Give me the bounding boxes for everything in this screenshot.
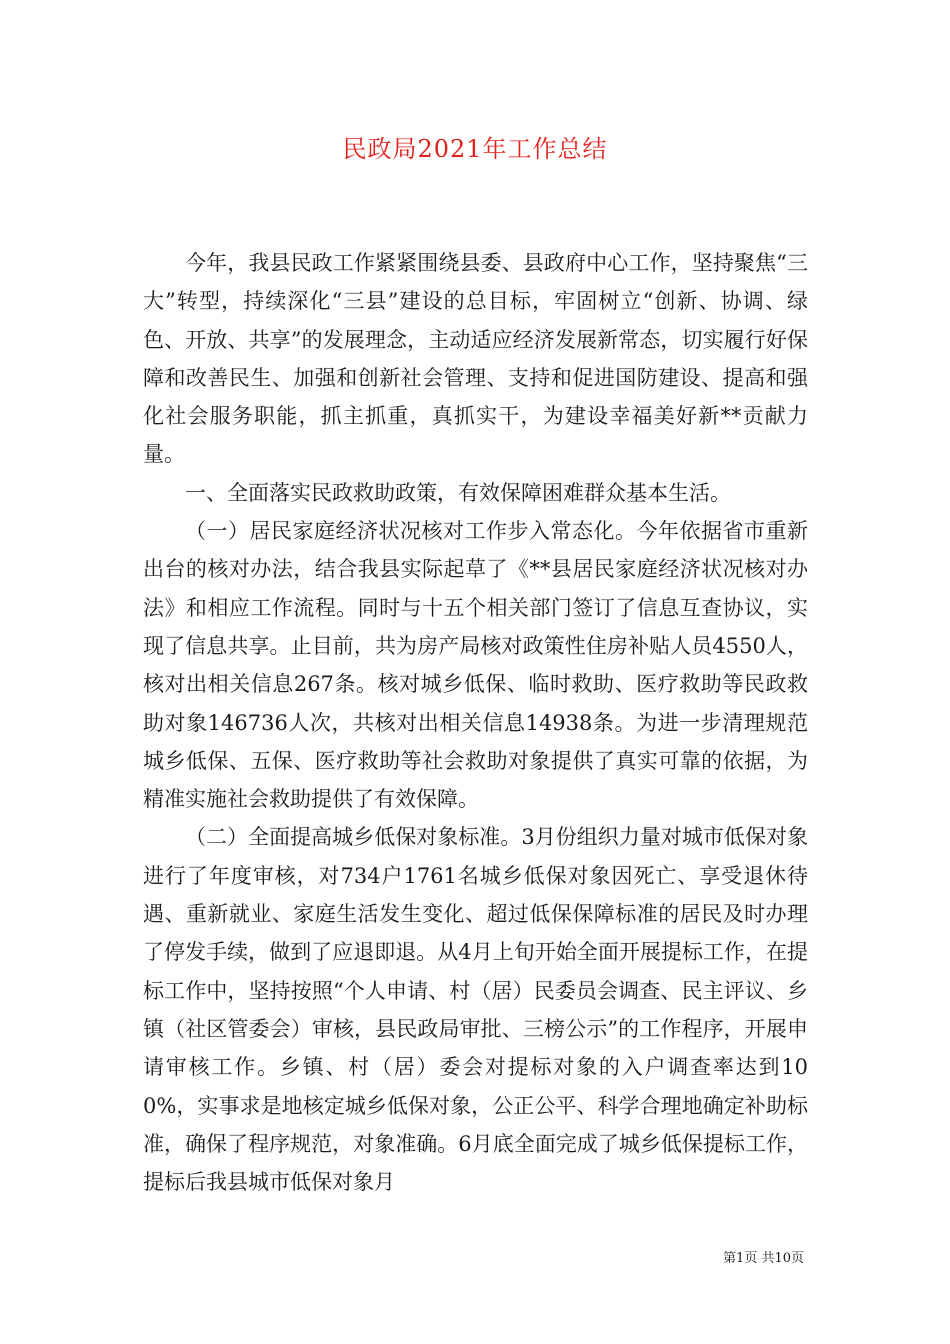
paragraph-item-1: （一）居民家庭经济状况核对工作步入常态化。今年依据省市重新出台的核对办法，结合我县实际起草了《**县居民家庭经济状况核对办法》和相应工作流程。同时与十五个相关部门签订了信息互查协议，实现了信息共享。止目前，共为房产局核对政策性住房补贴人员4550人，核对出相关信息267条。核对城乡低保、临时救助、医疗救助等民政救助对象146736人次，共核对出相关信息14938条。为进一步清理规范城乡低保、五保、医疗救助等社会救助对象提供了真实可靠的依据，为精准实施社会救助提供了有效保障。: [143, 519, 808, 812]
document-body: [143, 244, 808, 1201]
paragraph-item-2: （二）全面提高城乡低保对象标准。3月份组织力量对城市低保对象进行了年度审核，对734户1761名城乡低保对象因死亡、享受退休待遇、重新就业、家庭生活发生变化、超过低保保障标准的居民及时办理了停发手续，做到了应退即退。从4月上旬开始全面开展提标工作，在提标工作中，坚持按照“个人申请、村（居）民委员会调查、民主评议、乡镇（社区管委会）审核，县民政局审批、三榜公示”的工作程序，开展申请审核工作。乡镇、村（居）委会对提标对象的入户调查率达到100%，实事求是地核定城乡低保对象，公正公平、科学合理地确定补助标准，确保了程序规范，对象准确。6月底全面完成了城乡低保提标工作，提标后我县城市低保对象月: [143, 825, 808, 1195]
page-number: 第1页 共10页: [723, 1251, 804, 1266]
paragraph-intro: 今年，我县民政工作紧紧围绕县委、县政府中心工作，坚持聚焦“三大”转型，持续深化“三县”建设的总目标，牢固树立“创新、协调、绿色、开放、共享”的发展理念，主动适应经济发展新常态，切实履行好保障和改善民生、加强和创新社会管理、支持和促进国防建设、提高和强化社会服务职能，抓主抓重，真抓实干，为建设幸福美好新**贡献力量。: [143, 251, 808, 467]
document-title: 民政局2021年工作总结: [342, 135, 608, 163]
section-heading-1: 一、全面落实民政救助政策，有效保障困难群众基本生活。: [185, 480, 731, 505]
